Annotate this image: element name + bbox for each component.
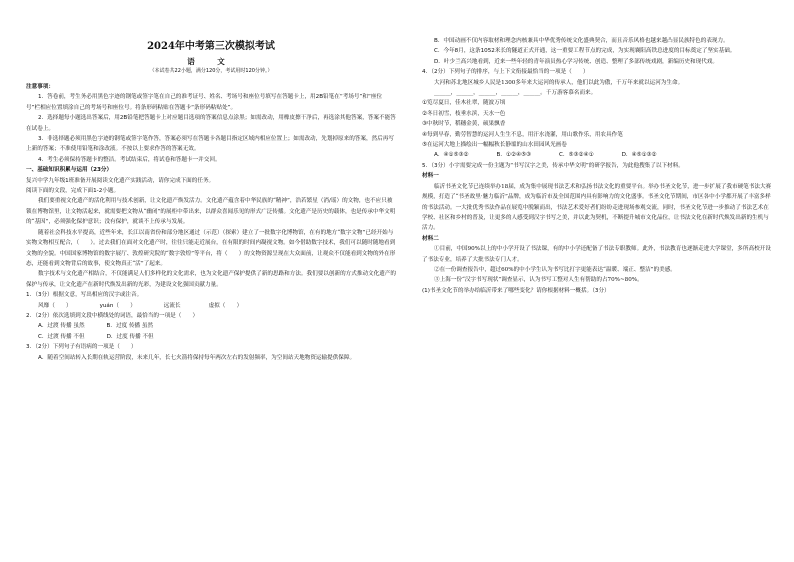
- q4-option-a: A．④①⑤③②: [434, 152, 469, 159]
- q3-option-b: B．中国动画不仅内容取材和理念内核兼具中华优秀传统文化盛典契合，而且音乐风格也越来越凸显民族特色的表现力。: [434, 38, 729, 44]
- left-column: [26, 36, 396, 363]
- material-2-item-1: ①目前，中国90%以上的中小学开设了书法课，有的中小学还配备了书法专职教师。此外，书法教育也逐渐走进大学课堂，多所高校开设了书法专业，培养了大批书法专门人才。: [422, 246, 771, 263]
- question-1-items: [26, 301, 396, 311]
- notice-1: 1．答卷前，考生务必用黑色字迹的钢笔或签字笔在自己的准考证号、姓名、考场号和座位号填写在答题卡上，用2B铅笔在“考场号”和“座位号”栏相应位置填涂自己的考场号和座位号。将条形码粘贴在答题卡“条形码粘贴处”。: [26, 94, 383, 111]
- notice-3: 3．非选择题必须用黑色字迹的钢笔或签字笔作答，答案必须写在答题卡各题目指定区域内相应位置上；如需改动，先划掉原来的答案，然后再写上新的答案；不准使用铅笔和涂改液。不按以上要求作答的答案无效。: [26, 136, 394, 153]
- material-2-title: 材料二: [422, 235, 439, 242]
- question-1-stem: 1．（3分）根据文意，写出相应的汉字或注音。: [26, 292, 143, 299]
- q4-item-2: ②冬日初雪，枝垂水滨，天水一色: [422, 110, 506, 117]
- exam-title: 2024年中考第三次模拟考试: [147, 41, 275, 52]
- question-2-options-row-1: [26, 321, 396, 331]
- q1-item: 风靡（ ）: [38, 302, 72, 309]
- q4-option-d: D．④⑤①③②: [621, 152, 657, 159]
- q4-option-c: C．⑤③②④①: [559, 152, 594, 159]
- material-1-title: 材料一: [422, 173, 439, 180]
- right-column: [422, 36, 772, 296]
- q2-option-a: A．过渡 传播 虽然: [38, 323, 85, 330]
- q4-blanks: ______，______，______，______，______。千万游客慕名而来。: [434, 90, 597, 97]
- score-info: （本试卷共22小题，满分120分，考试用时120分钟。）: [149, 68, 273, 74]
- question-3-stem: 3．（2分）下列句子有语病的一项是（ ）: [26, 344, 137, 351]
- q4-item-1: ①览尽夏日，佳木社翠，随波万顷: [422, 100, 506, 107]
- q4-lead-text: 大河和苏北地区城乡人民是1300多年来大运河的传承人，他们以此为傲，千万年来就以运河为生命。: [434, 79, 684, 86]
- notice-2: 2．选择题每小题选出答案后，用2B铅笔把答题卡上对应题目选项的答案信息点涂黑；如需改动，用橡皮擦干净后，再选涂其他答案，答案不能答在试卷上。: [26, 115, 396, 132]
- q4-item-4: ④每到早春，勤劳智慧的运河人生生不息，用汗水浇灌，用山歌作乐，用农具作笔: [422, 131, 623, 138]
- passage-paragraph-2: 随着社会科技水平提高，近些年来，长江以南省份和部分地区通过（示范）（探索）建立了一批数字化博物馆，在有的地方“数字文物”已经开始与实物文物相互配合，（ ）。过去我们在面对文化遗产时，往往只能走近展台，在有限的时间内凝视文物。如今借助数字技术，我们可以随时随地看到文物的全貌。中国国家博物馆的数字展厅、敦煌研究院的“数字敦煌”等平台，将（ ）的文物资源呈现在大众面前，让观众不仅能看到文物的外在形态，还能看到文物背后的故事，使文物真正“活”了起来。: [26, 229, 396, 267]
- q3-option-a: A．随着空间站转入长期在轨运营阶段，未来几年，长七火箭将保持每年两次左右的发射频率，为空间站天地物资运输提供保障。: [38, 354, 356, 361]
- q2-option-b: B．过度 传播 虽然: [106, 323, 154, 330]
- q1-item: 虚拟（ ）: [208, 302, 243, 309]
- section-1-heading: 一、基础知识积累与运用（23分）: [26, 167, 113, 174]
- q4-option-b: B．①②④⑤③: [496, 152, 532, 159]
- passage-intro: 阅读下面的文段，完成下面1-2小题。: [26, 188, 120, 195]
- q4-options: [422, 150, 772, 160]
- question-2-stem: 2．（2分）依次选填到文段中横线处的词语，最恰当的一项是（ ）: [26, 312, 199, 319]
- q2-option-c: C．过渡 传播 不但: [38, 333, 85, 340]
- question-2-options-row-2: [26, 332, 396, 342]
- q2-option-d: D．过度 传播 不但: [106, 333, 154, 340]
- passage-paragraph-1: 我们要重视文化遗产的活化利用与技术创新，让文化遗产焕发活力。文化遗产蕴含着中华民族的“精神”，浩若繁星（消/谣）的文物，也不应只被锁在博物馆里，让文物活起来，就需要把文物从“幽闭”的展柜中带出来，以群众喜闻乐见的形式广泛传播。文化遗产是历史的载体，也是传承中华文明的“基因”，必须强化保护意识；没有保护，就谈不上传承与发展。: [26, 198, 396, 226]
- q1-item: yuán（ ）: [99, 302, 136, 309]
- material-2-item-2: ②在一份调查报告中，超过60%的中小学生认为书写比打字更能表达“温暖、端正、整洁”的美感。: [434, 266, 676, 273]
- q3-option-c: C．今年8月，这条1052米长的隧道正式开通，这一重要工程节点的完成，为实现襄阳高铁总进度的目标奠定了坚实基础。: [434, 48, 736, 55]
- q5-subquestion-1: (1)书圣文化节的举办给临沂带来了哪些变化？请你根据材料一概括。（3分）: [422, 287, 610, 294]
- q4-item-5: ⑤在运河大地上描绘出一幅幅秋长静谧的山水田园风光画卷: [422, 142, 567, 149]
- notice-title: 注意事项：: [26, 84, 54, 90]
- q3-option-d: D．叶少兰高兴地看到，近来一些年轻的青年演员热心学习传统、创造、整理了多部传统戏剧，新编历史和现代戏。: [434, 58, 718, 65]
- question-5-stem: 5．（3分）小宇需要完成一份主题为“书写汉字之美，传承中华文明”的研学报告，为此他搜集了以下材料。: [422, 162, 684, 169]
- section-1-intro: 复兴中学九年级1班准备开展阅读文化遗产实践活动，请你完成下面的任务。: [26, 177, 215, 184]
- material-1-text: 临沂书圣文化节已连续举办18届，成为集中展现书法艺术和弘扬书法文化的重要平台。举办书圣文化节，进一步扩展了我市硬笔书法大赛规模，打造了“书圣故里·魅力临沂”品牌，成为临沂市及全国范围内具有影响力的文化盛事。书圣文化节期间，市区各中小学都开展了丰富多样的书法活动。一大批优秀书法作品在展览中脱颖而出，书法艺术爱好者们纷纷走进现场参观交流，同时，书圣文化节进一步推动了书法艺术在学校、社区和乡村的普及，让更多的人感受到汉字书写之美，并以此为契机，不断提升城市文化品位，让书法文化在新时代焕发出新的生机与活力。: [422, 183, 772, 232]
- q4-item-3: ③中秋时节，稻穗金黄，硕果飘香: [422, 121, 506, 128]
- notice-4: 4．考生必须保持答题卡的整洁。考试结束后，将试卷和答题卡一并交回。: [38, 156, 221, 163]
- passage-paragraph-3: 数字技术与文化遗产相结合，不仅能满足人们多样化的文化需求，也为文化遗产保护提供了新的思路和方法。我们要以创新的方式推动文化遗产的保护与传承，让文化遗产在新时代焕发出新的光彩，为建设文化强国贡献力量。: [26, 271, 397, 288]
- exam-subject: 语 文: [187, 57, 235, 66]
- material-2-item-3: ③上海一份“汉字书写现状”调查显示，认为书写工整对人生有帮助的占70%~80%。: [434, 277, 643, 284]
- q1-item: 远流长: [163, 302, 181, 309]
- question-4-stem: 4．（2分）下列句子的排序，与上下文衔接最恰当的一项是（ ）: [422, 69, 589, 76]
